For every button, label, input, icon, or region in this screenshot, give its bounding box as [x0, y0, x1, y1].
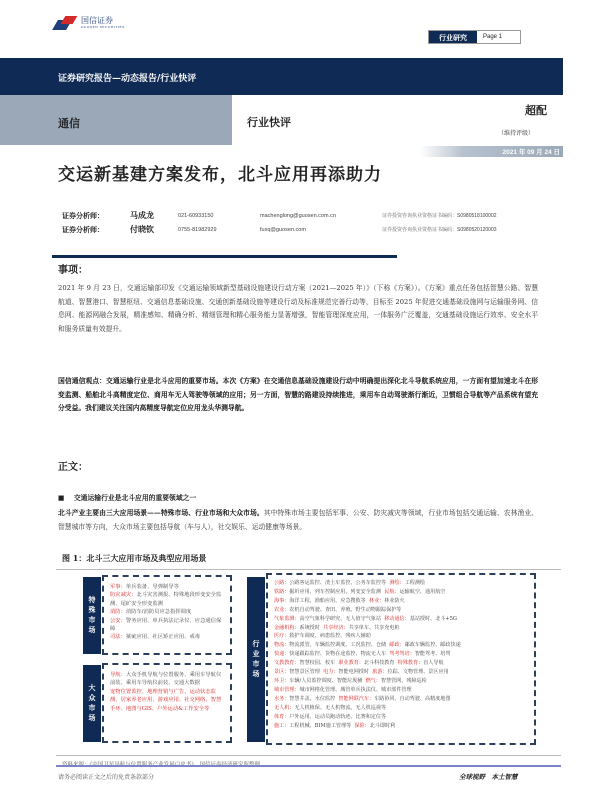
industry-row [274, 632, 528, 641]
cert-number: S0980520120003 [457, 227, 497, 233]
item-key: 智能网联汽车： [338, 695, 375, 702]
item-key: 司法： [110, 634, 126, 641]
item-key: 水务： [274, 695, 290, 702]
item-value: 公路客运监控、渣土车监控、公务车监控等 [289, 580, 387, 586]
item-value: 林业防火 [384, 597, 405, 604]
bullet-square-icon: ■ [58, 494, 65, 502]
sector-label: 通信 [0, 95, 232, 145]
item-value: 车辆/人员监控调度、智能垃圾桶 [289, 677, 363, 684]
item-value: 系统授时 [299, 624, 320, 631]
item-key: 医疗： [274, 633, 290, 640]
item-value: 城市网格化管理、城管单兵执法仪、城市部件管理 [299, 686, 412, 693]
item-value: 车路协同、自动驾驶、高精度地图 [374, 695, 451, 702]
special-market-label: 特殊市场 [83, 577, 101, 654]
item-key: 体育： [274, 713, 290, 720]
industry-market-label: 行业市场 [247, 577, 265, 742]
analyst-name: 马成龙 [130, 210, 154, 220]
item-value: 快递跟踪监控、货物在途监控、物流无人车 [289, 651, 387, 658]
item-key: 铁路： [274, 588, 290, 595]
section-tag: 行业研究 [429, 31, 477, 43]
item-value: 物流派管、车辆监控调度、工况监控、仓储 [289, 642, 387, 649]
item-key: 无人机： [274, 704, 295, 711]
page-number: Page 1 [483, 34, 503, 40]
special-item [110, 583, 224, 591]
item-key: 电力： [323, 669, 339, 676]
item-key: 特殊教育： [397, 660, 424, 667]
rating-note: （维持评级） [498, 130, 535, 137]
item-key: 测绘： [389, 580, 405, 586]
item-value: 运输航空、通用航空 [399, 588, 446, 595]
consumer-item [110, 671, 224, 688]
report-type: 行业快评 [247, 116, 291, 129]
industry-market-box [266, 573, 536, 745]
industry-row [274, 686, 528, 695]
figure-title: 图 1：北斗三大应用市场及典型应用场景 [62, 553, 207, 563]
industry-row [274, 615, 528, 624]
analyst-row [62, 210, 497, 221]
item-key: 林业： [368, 597, 385, 604]
special-item [110, 633, 224, 641]
industry-row [274, 588, 528, 597]
figure-bottom-rule [56, 755, 561, 756]
item-value: 救护车调度、病患监控、残疾人辅助 [289, 633, 371, 640]
footer-rule [56, 765, 561, 767]
footer-disclaimer: 请务必阅读正文之后的免责条款部分 [58, 774, 155, 781]
item-value: 北斗科技教育 [363, 660, 395, 667]
industry-row [274, 597, 528, 606]
body-text: 其中特殊市场主要包括军事、公安、防灾减灾等领域，行业市场包括交通运输、农林渔业、智慧城市等方向，大众市场主要包括导航（车与人），社交娱乐、运动健康等场景。 [58, 509, 539, 531]
rating: 超配 [525, 104, 547, 117]
analyst-name: 付晓钦 [130, 224, 154, 234]
item-value: 狱疵应用、社区矫正应用、戒毒 [125, 634, 201, 641]
industry-row [274, 606, 528, 615]
special-item [110, 591, 224, 608]
item-value: 智慧景区管理 [289, 669, 320, 676]
item-key: 共享经济： [323, 624, 349, 631]
item-key: 海事： [274, 597, 290, 604]
report-category-band: 证券研究报告—动态报告/行业快评 [0, 58, 563, 95]
figure-top-rule [56, 569, 561, 570]
item-key: 公安： [110, 617, 126, 624]
header-tag [428, 30, 521, 44]
item-value: 智慧校园、校车 [299, 660, 336, 667]
item-value: 智能驾考、培驾 [414, 651, 451, 658]
consumer-market-label: 大众市场 [83, 665, 101, 742]
report-title: 交运新基建方案发布，北斗应用再添助力 [58, 165, 382, 185]
consumer-market-box [102, 663, 232, 743]
item-key: 消防： [110, 609, 126, 616]
analyst-cert [382, 226, 497, 233]
logo-text: 国信证券 [81, 16, 113, 25]
item-value: 邮政车辆监控、邮政快递 [404, 642, 461, 649]
analyst-role: 证券分析师： [62, 224, 104, 234]
subsection-title: 交通运输行业是北斗应用的重要领域之一 [73, 494, 197, 502]
events-heading: 事项： [58, 265, 88, 276]
special-item [110, 608, 224, 616]
industry-row [274, 713, 528, 722]
body-paragraph [58, 507, 538, 534]
industry-row [274, 624, 528, 633]
analyst-row [62, 224, 497, 235]
consumer-apps: 宠物位置监控、地理营销与广告、运动状态监测、居家养老应用、游戏应用、社交网络、智慧手环、地图与GIS、户外运动&工作安全等 [110, 688, 222, 712]
item-key: 文教教育： [274, 660, 300, 667]
item-value: 盲人导航 [423, 660, 444, 667]
item-value: 警务应用、单兵执法记录仪、应急通信保障 [110, 617, 222, 633]
cert-label: 证券投资咨询执业资格证书编码： [382, 227, 458, 233]
item-value: 北斗即时利 [369, 722, 396, 729]
item-value: 工程机械、BIM施工管理等 [289, 722, 352, 729]
item-value: 基站授时、北斗+5G [409, 615, 457, 622]
item-key: 导航： [110, 672, 126, 678]
item-key: 农业： [274, 606, 290, 613]
item-key: 施工： [274, 722, 290, 729]
analyst-phone: 0755-81982929 [178, 226, 217, 233]
item-key: 军事： [110, 584, 126, 590]
item-value: 工程测绘 [404, 580, 426, 586]
section-divider [52, 255, 397, 258]
industry-row [274, 650, 528, 659]
cert-label: 证券投资咨询执业资格证书编码： [382, 213, 458, 219]
analyst-email[interactable]: fuxq@guosen.com [260, 226, 306, 233]
item-key: 公路： [274, 580, 290, 586]
report-date: 2021 年 09 月 24 日 [420, 146, 563, 157]
body-heading: 正文： [58, 462, 88, 473]
special-item [110, 617, 224, 634]
item-value: 消防车/消防员应急指挥调度 [125, 609, 192, 616]
item-value: 高空气象科学研究、无人值守气象站 [299, 615, 381, 622]
item-value: 智能电网授时 [338, 669, 369, 676]
analyst-cert [382, 212, 497, 219]
subsection-heading [58, 492, 196, 502]
analyst-role: 证券分析师： [62, 210, 104, 220]
item-key: 气象监测： [274, 615, 300, 622]
company-logo [55, 16, 125, 30]
cert-number: S0980518100002 [457, 213, 497, 219]
industry-row [274, 677, 528, 686]
item-value: 户外运用、运动员跑动轨迹、比赛和定位等 [289, 713, 387, 720]
item-key: 驾考驾培： [389, 651, 415, 658]
industry-row [274, 659, 528, 668]
logo-icon [55, 16, 77, 30]
item-value: 位踪、文物管理、景区应用 [387, 669, 449, 676]
special-market-box [102, 575, 232, 655]
analyst-phone: 021-60933150 [178, 212, 214, 219]
item-value: 智慧管网、残障巡检 [380, 677, 427, 684]
industry-row [274, 704, 528, 713]
item-value: 大众手机导航与位置服务、乘用车导航仪前装、乘用车导航仪前装、交通大数据 [110, 672, 222, 687]
item-key: 移动通信： [384, 615, 410, 622]
footer-slogan: 全球视野 本土智慧 [459, 773, 518, 781]
industry-row [274, 695, 528, 704]
item-key: 燃气： [365, 677, 381, 684]
item-value: 智慧井盖、水位监控 [289, 695, 336, 702]
item-key: 职业教育： [338, 660, 364, 667]
item-key: 环卫： [274, 677, 290, 684]
item-value: 单兵装备、导弹制导等 [125, 584, 179, 590]
item-key: 邮政： [389, 642, 405, 649]
logo-subtext: GUOSEN SECURITIES [81, 25, 125, 29]
item-key: 城市管理： [274, 686, 300, 693]
item-value: 无人机植保、无人机物流、无人机巡视等 [294, 704, 387, 711]
industry-row [274, 722, 528, 731]
item-key: 民航： [384, 588, 400, 595]
industry-row [274, 641, 528, 650]
industry-row [274, 668, 528, 677]
item-value: 农机自动驾驶、查田、养殖、野生动物跟踪保护等 [289, 606, 402, 613]
item-key: 旅游： [372, 669, 388, 676]
analyst-email[interactable]: machenglong@guosen.com.cn [260, 212, 336, 219]
item-value: 北斗灾害测报、特殊地段形变安全监测、尾矿安全形变监测 [110, 592, 222, 607]
item-value: 共享单车、共享充电桩 [348, 624, 400, 631]
item-key: 景区： [274, 669, 290, 676]
item-key: 防灾减灾： [110, 592, 137, 599]
industry-row [274, 579, 528, 588]
item-key: 快递： [274, 651, 290, 658]
viewpoint-paragraph: 国信通信观点：交通运输行业是北斗应用的重要市场。本次《方案》在交通信息基础设施建设行动中明确提出深化北斗导航系统应用，一方面有望加速北斗在形变监测、船舶北斗高精度定位、商用车无人驾驶等领域的应用；另一方面，智慧的路建设持续推进，乘用车自动驾驶渐行渐近，卫惯组合导航等产品系统有望充分受益。我们建议关注国内高精度导航定位应用龙头华测导航。 [58, 377, 538, 412]
item-key: 金融机构： [274, 624, 300, 631]
lead-sentence: 北斗产业主要由三大应用场景——特殊市场、行业市场和大众市场。 [58, 509, 264, 517]
events-paragraph: 2021 年 9 月 23 日，交通运输部印发《交通运输领域新型基础设施建设行动方案（2021—2025 年）》（下称《方案》）。《方案》重点任务包括智慧公路、智慧航道、智慧港口、智慧枢纽、交通信息基础设施、交通创新基础设施等建设行动及标准规范完善行动等，目标至 2025 年促进交通基础设施网与运输服务网、信息网、能源网融合发展，精准感知、精确分析、精细管理和精心服务能力显著增强，智能管理深度应用，一体服务广泛覆盖，交通基础设施运行效率、安全水平和服务质量有效提升。 [58, 284, 538, 333]
item-value: 海洋工程、渔船应用、应急搜救等 [289, 597, 366, 604]
item-value: 掘圻应用、列车控制应用、列变安全监测 [289, 588, 381, 595]
item-key: 物流： [274, 642, 290, 649]
item-key: 保险： [354, 722, 370, 729]
